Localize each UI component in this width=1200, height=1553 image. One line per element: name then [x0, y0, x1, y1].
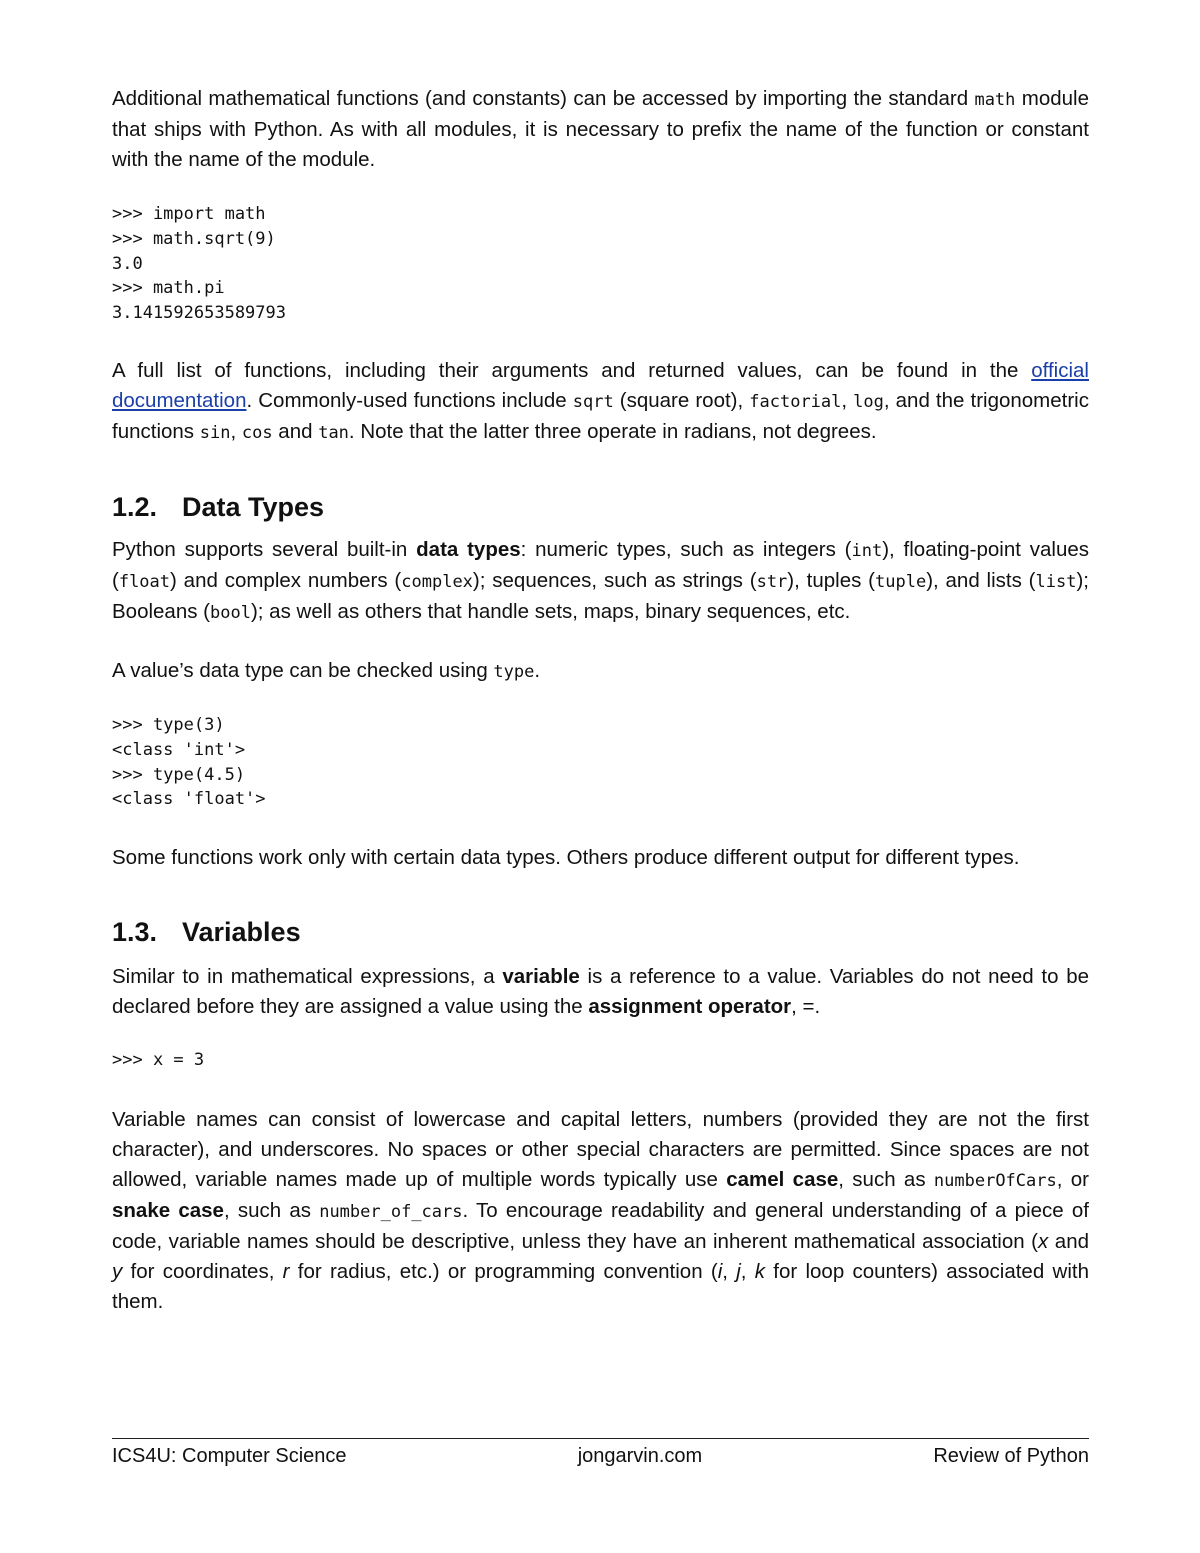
code-str: str [756, 571, 788, 592]
code-snake-case-example: number_of_cars [319, 1201, 463, 1222]
variables-paragraph-2 [112, 1105, 1089, 1317]
code-line: 3.141592653589793 [112, 303, 286, 324]
text: ); Booleans ( [112, 568, 1089, 623]
text: . Commonly-used functions include [246, 388, 573, 412]
code-tuple: tuple [875, 571, 927, 592]
bold-term: snake case [112, 1198, 224, 1222]
text: ), tuples ( [787, 568, 875, 592]
code-line: >>> math.pi [112, 278, 225, 299]
type-check-paragraph [112, 656, 1089, 687]
text: . [534, 658, 541, 682]
text: A full list of functions, including their arguments and returned values, can be found in the [112, 358, 1032, 382]
italic-var: y [112, 1259, 123, 1283]
text: , [722, 1259, 737, 1283]
code-complex: complex [401, 571, 473, 592]
bold-term: data types [416, 537, 521, 561]
code-type: type [493, 661, 535, 682]
italic-var: r [282, 1259, 290, 1283]
code-sqrt: sqrt [572, 391, 614, 412]
text: , [740, 1259, 755, 1283]
section-title: Variables [182, 917, 301, 948]
italic-var: i [717, 1259, 723, 1283]
text: is a reference to a value. Variables do not need to be declared before they are assigned a value using the [112, 965, 1089, 1019]
text: Similar to in mathematical expressions, a [112, 965, 503, 989]
document-page [112, 84, 1089, 1317]
code-factorial: factorial [749, 391, 842, 412]
text: , or [1056, 1167, 1089, 1191]
italic-var: j [736, 1259, 741, 1283]
intro-text-2: module that ships with Python. As with all modules, it is necessary to prefix the name of the function or constant with the name of the module. [112, 87, 1089, 171]
official-documentation-link[interactable]: official documentation [112, 358, 1089, 412]
code-line: >>> x = 3 [112, 1050, 205, 1071]
page-footer [112, 1438, 1089, 1471]
code-log: log [853, 391, 884, 412]
data-types-paragraph [112, 535, 1089, 628]
section-heading-data-types [112, 492, 1089, 523]
intro-paragraph [112, 84, 1089, 175]
footer-website: jongarvin.com [577, 1445, 703, 1467]
text: , =. [791, 995, 821, 1019]
some-functions-paragraph: Some functions work only with certain data types. Others produce different output for different types. [112, 846, 1020, 870]
text: and [272, 419, 319, 443]
footer-title: Review of Python [933, 1445, 1089, 1467]
code-block-type [112, 713, 1089, 812]
text: , and the trigonometric functions [112, 388, 1089, 443]
text: ), and lists ( [926, 568, 1036, 592]
variables-paragraph-1 [112, 962, 1089, 1022]
text: Variable names can consist of lowercase and capital letters, numbers (provided they are not the first character), and underscores. No spaces or other special characters are permitted. Since spaces are not allowed, variable names made up of multiple words typically use [112, 1107, 1089, 1191]
text: ) and complex numbers ( [170, 568, 402, 592]
code-math: math [974, 90, 1016, 110]
text: : numeric types, such as integers ( [520, 537, 852, 561]
code-block-math [112, 202, 1089, 326]
text: ), floating-point values ( [112, 537, 1089, 592]
code-line: >>> math.sqrt(9) [112, 228, 276, 249]
bold-term: assignment operator [588, 995, 792, 1019]
italic-var: x [1038, 1229, 1049, 1253]
bold-term: camel case [726, 1167, 839, 1191]
section-number: 1.2. [112, 491, 158, 522]
code-block-assignment [112, 1048, 1089, 1073]
text: ); as well as others that handle sets, maps, binary sequences, etc. [250, 599, 851, 623]
code-line: >>> type(3) [112, 714, 225, 735]
code-list: list [1035, 571, 1077, 592]
code-float: float [118, 571, 171, 592]
section-number: 1.3. [112, 917, 158, 948]
code-sin: sin [199, 422, 231, 443]
code-line: <class 'int'> [112, 739, 246, 760]
text: . Note that the latter three operate in radians, not degrees. [348, 419, 877, 443]
text: , such as [838, 1167, 934, 1191]
code-bool: bool [210, 602, 251, 623]
text: A value’s data type can be checked using [112, 658, 494, 682]
text: , [841, 388, 854, 412]
intro-text-1: Additional mathematical functions (and constants) can be accessed by importing the standard [112, 87, 975, 110]
code-line: >>> type(4.5) [112, 764, 246, 785]
text: Python supports several built-in [112, 537, 417, 561]
bold-term: variable [502, 965, 580, 989]
text: , [230, 419, 242, 443]
text: (square root), [613, 388, 750, 412]
text: for radius, etc.) or programming convention ( [289, 1259, 718, 1283]
functions-paragraph [112, 356, 1089, 448]
footer-course: ICS4U: Computer Science [112, 1445, 347, 1467]
section-title: Data Types [182, 491, 325, 522]
code-camel-case-example: numberOfCars [933, 1170, 1057, 1191]
text: . To encourage readability and general understanding of a piece of code, variable names should be descriptive, unless they have an inherent mathematical association ( [112, 1198, 1089, 1253]
text: and [1048, 1229, 1089, 1253]
text: ); sequences, such as strings ( [472, 568, 757, 592]
code-line: <class 'float'> [112, 789, 266, 810]
text: for loop counters) associated with them. [112, 1259, 1089, 1313]
text: for coordinates, [122, 1259, 283, 1283]
code-int: int [851, 540, 883, 561]
code-cos: cos [241, 422, 273, 443]
code-tan: tan [318, 422, 349, 443]
text: , such as [223, 1198, 320, 1222]
code-line: 3.0 [112, 253, 143, 274]
code-line: >>> import math [112, 204, 266, 224]
section-heading-variables [112, 917, 1089, 948]
italic-var: k [754, 1259, 766, 1283]
